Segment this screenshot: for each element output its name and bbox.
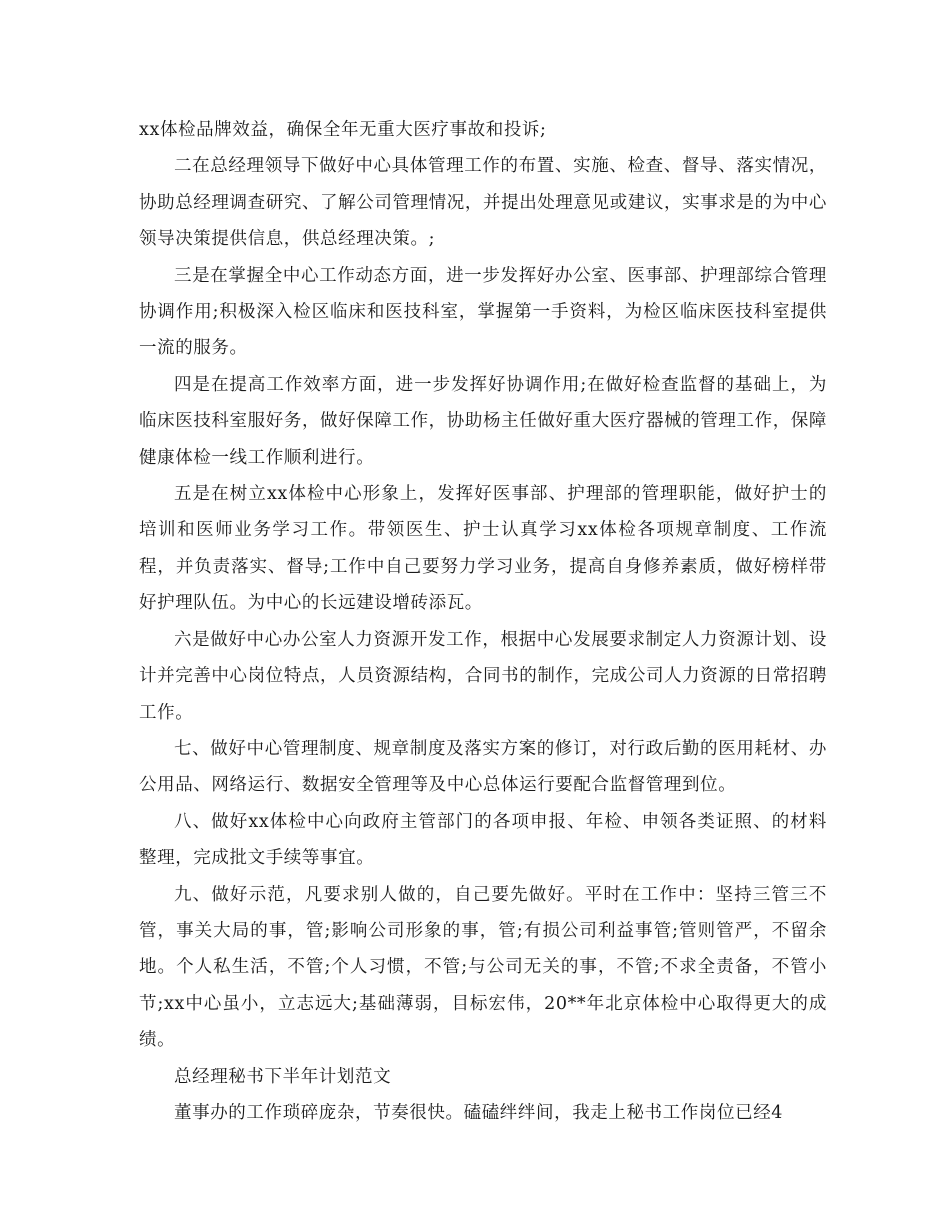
paragraph-item-6: 六是做好中心办公室人力资源开发工作，根据中心发展要求制定人力资源计划、设计并完善中心岗位特点，人员资源结构，合同书的制作，完成公司人力资源的日常招聘工作。 bbox=[139, 629, 827, 723]
paragraph-item-7: 七、做好中心管理制度、规章制度及落实方案的修订，对行政后勤的医用耗材、办公用品、网络运行、数据安全管理等及中心总体运行要配合监督管理到位。 bbox=[139, 738, 827, 796]
paragraph-item-9: 九、做好示范，凡要求别人做的，自己要先做好。平时在工作中：坚持三管三不管，事关大局的事，管;影响公司形象的事，管;有损公司利益事管;管则管严，不留余地。个人私生活，不管;个人习惯，不管;与公司无关的事，不管;不求全责备，不管小节;xx中心虽小，立志远大;基础薄弱，目标宏伟，20**年北京体检中心取得更大的成绩。 bbox=[139, 884, 827, 1051]
paragraph-item-8: 八、做好xx体检中心向政府主管部门的各项申报、年检、申领各类证照、的材料整理，完成批文手续等事宜。 bbox=[139, 811, 827, 869]
document-body bbox=[139, 112, 827, 1131]
paragraph-item-4: 四是在提高工作效率方面，进一步发挥好协调作用;在做好检查监督的基础上，为临床医技科室服好务，做好保障工作，协助杨主任做好重大医疗器械的管理工作，保障健康体检一线工作顺利进行。 bbox=[139, 374, 827, 468]
paragraph-continuation: xx体检品牌效益，确保全年无重大医疗事故和投诉; bbox=[139, 120, 547, 140]
paragraph-intro: 董事办的工作琐碎庞杂，节奏很快。磕磕绊绊间，我走上秘书工作岗位已经4 bbox=[174, 1102, 784, 1123]
paragraph-item-3: 三是在掌握全中心工作动态方面，进一步发挥好办公室、医事部、护理部综合管理协调作用;积极深入检区临床和医技科室，掌握第一手资料，为检区临床医技科室提供一流的服务。 bbox=[139, 265, 827, 359]
paragraph-item-2: 二在总经理领导下做好中心具体管理工作的布置、实施、检查、督导、落实情况，协助总经理调查研究、了解公司管理情况，并提出处理意见或建议，实事求是的为中心领导决策提供信息，供总经理决策。; bbox=[139, 156, 827, 250]
section-heading: 总经理秘书下半年计划范文 bbox=[174, 1066, 392, 1087]
paragraph-item-5: 五是在树立xx体检中心形象上，发挥好医事部、护理部的管理职能，做好护士的培训和医师业务学习工作。带领医生、护士认真学习xx体检各项规章制度、工作流程，并负责落实、督导;工作中自己要努力学习业务，提高自身修养素质，做好榜样带好护理队伍。为中心的长远建设增砖添瓦。 bbox=[139, 484, 827, 614]
